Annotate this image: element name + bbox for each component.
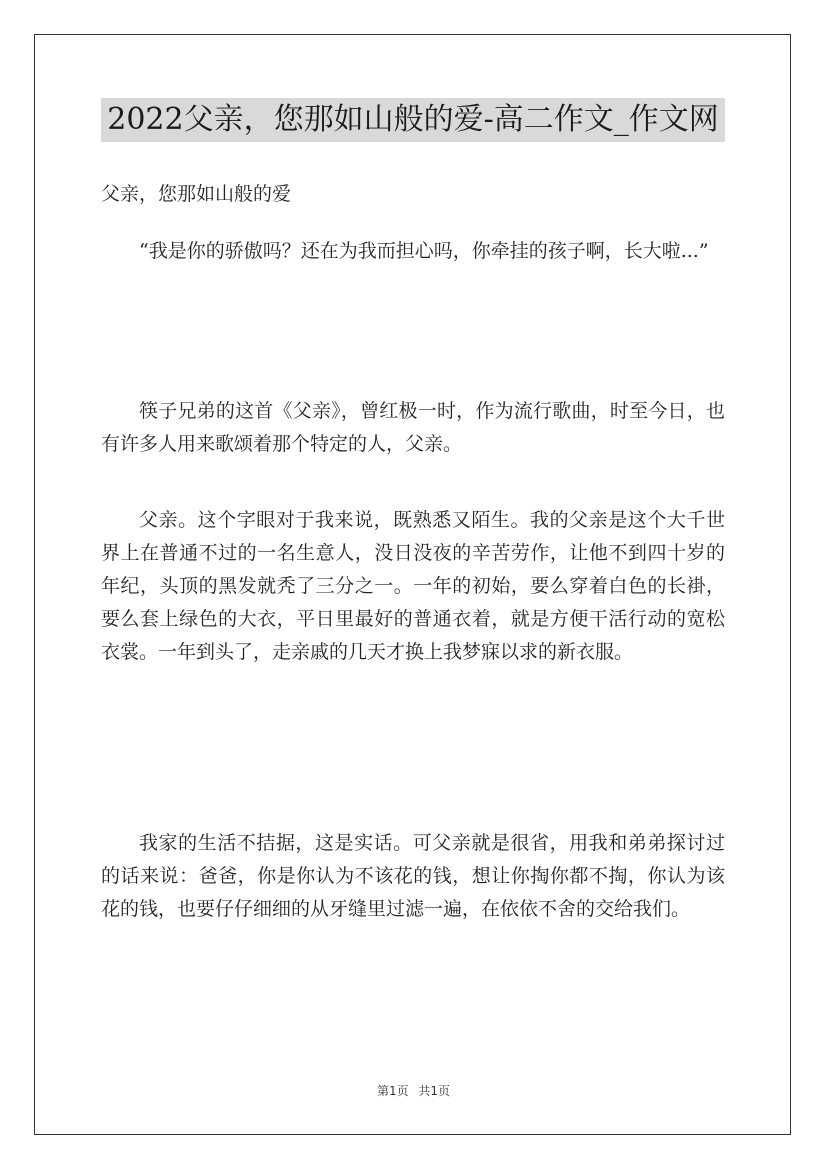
page-number: 第1页 (376, 1084, 409, 1098)
document-title: 2022父亲，您那如山般的爱-高二作文_作文网 (101, 98, 725, 142)
paragraph-song: 筷子兄弟的这首《父亲》，曾红极一时，作为流行歌曲，时至今日，也有许多人用来歌颂着那个特定的人，父亲。 (101, 400, 725, 455)
paragraph-quote: “我是你的骄傲吗？还在为我而担心吗，你牵挂的孩子啊，长大啦...” (139, 240, 709, 262)
page-footer (0, 1083, 827, 1099)
document-subtitle: 父亲，您那如山般的爱 (101, 183, 292, 205)
paragraph-family-life: 我家的生活不拮据，这是实话。可父亲就是很省，用我和弟弟探讨过的话来说：爸爸，你是你认为不该花的钱，想让你掏你都不掏，你认为该花的钱，也要仔仔细细的从牙缝里过滤一遍，在依依不舍的交给我们。 (101, 832, 725, 920)
page-total: 共1页 (418, 1084, 451, 1098)
paragraph-father-description: 父亲。这个字眼对于我来说，既熟悉又陌生。我的父亲是这个大千世界上在普通不过的一名生意人，没日没夜的辛苦劳作，让他不到四十岁的年纪，头顶的黑发就秃了三分之一。一年的初始，要么穿着白色的长褂，要么套上绿色的大衣，平日里最好的普通衣着，就是方便干活行动的宽松衣裳。一年到头了，走亲戚的几天才换上我梦寐以求的新衣服。 (101, 509, 725, 663)
